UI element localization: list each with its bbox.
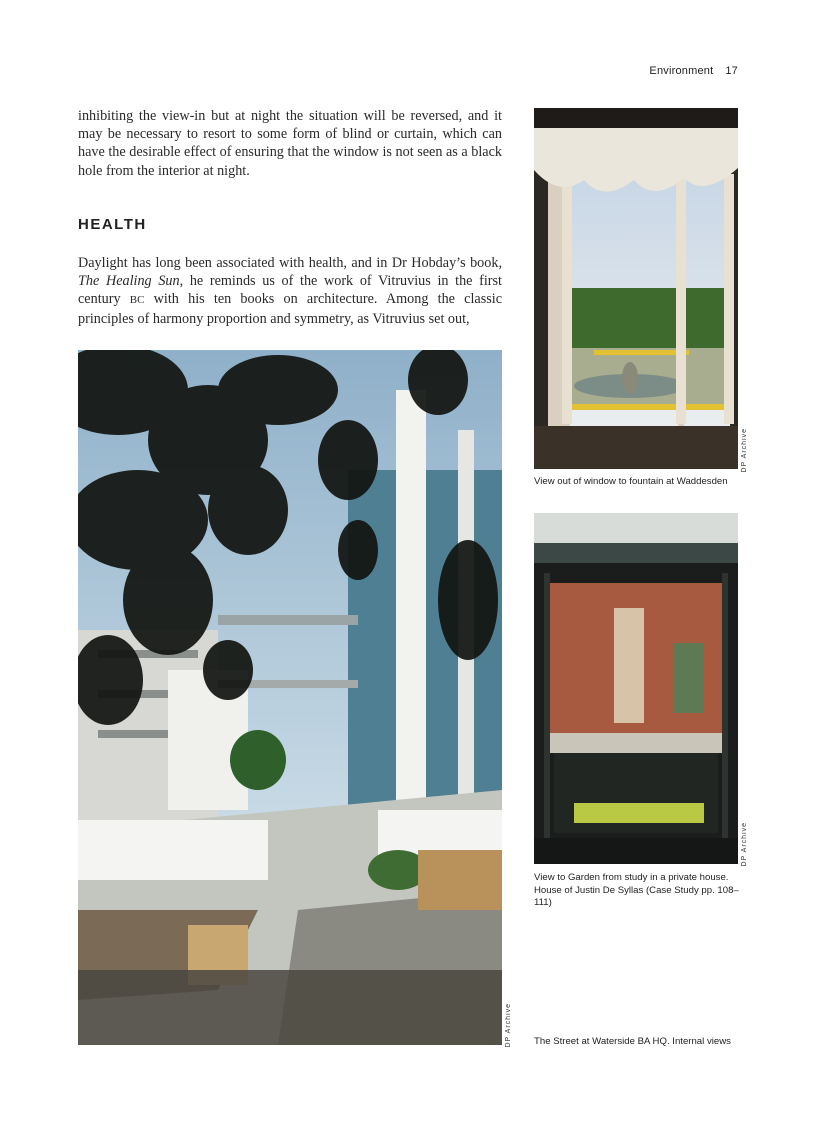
era-abbreviation: BC bbox=[129, 294, 145, 307]
window-photo bbox=[534, 108, 738, 469]
caption-window: View out of window to fountain at Waddesden bbox=[534, 476, 728, 487]
section-heading: HEALTH bbox=[78, 216, 147, 233]
atrium-photo bbox=[78, 350, 502, 1045]
page-number: 17 bbox=[725, 65, 738, 77]
paragraph-text: with his ten books on architecture. Among the classic principles of harmony proportion and symmetry, as Vitruvius set out, bbox=[78, 291, 502, 327]
paragraph-text: , he reminds us of the work of Vitruvius in the first century bbox=[78, 273, 502, 308]
caption-garden: View to Garden from study in a private house. House of Justin De Syllas (Case Study pp. 108–111) bbox=[534, 872, 739, 909]
photo-credit-garden: DP Archive bbox=[741, 822, 748, 867]
paragraph-text: Daylight has long been associated with health, and in Dr Hobday’s book, bbox=[78, 255, 502, 271]
caption-atrium: The Street at Waterside BA HQ. Internal views bbox=[534, 1036, 731, 1047]
photo-credit-window: DP Archive bbox=[741, 428, 748, 473]
photo-credit-atrium: DP Archive bbox=[505, 1003, 512, 1048]
garden-photo bbox=[534, 513, 738, 864]
running-head bbox=[649, 65, 738, 77]
section-title: Environment bbox=[649, 65, 714, 77]
body-paragraph-2 bbox=[78, 254, 502, 328]
book-title: The Healing Sun bbox=[78, 273, 180, 290]
body-paragraph-1: inhibiting the view-in but at night the situation will be reversed, and it may be necessary to resort to some form of blind or curtain, which can have the desirable effect of ensuring that the window is not seen as a black hole from the interior at night. bbox=[78, 108, 502, 179]
